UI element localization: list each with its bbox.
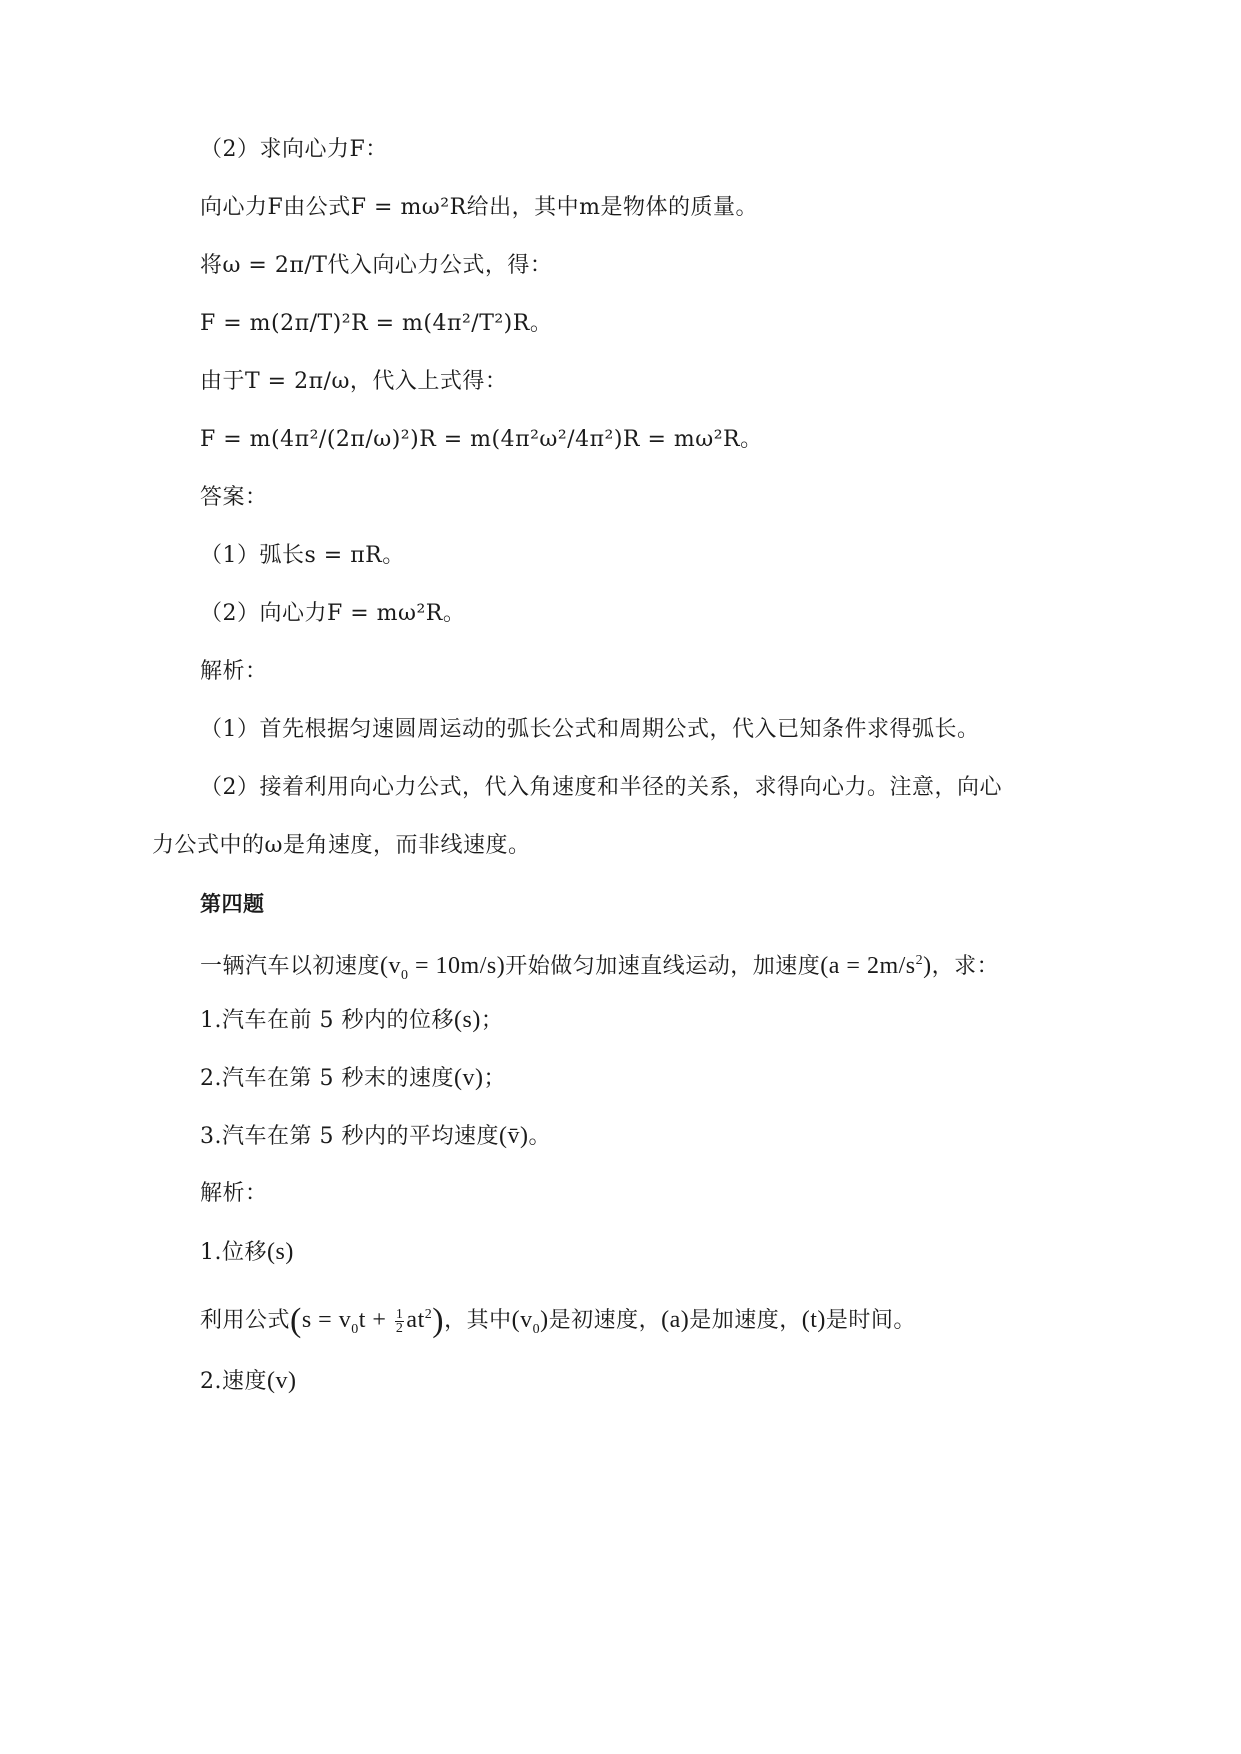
answer-label: 答案： [200, 485, 268, 510]
displacement-formula: ($s = v_0t$ + $\frac{1}{2}$ $at^2$) [290, 1302, 445, 1339]
answer-item: （1）弧长s = πR。 [200, 543, 405, 568]
symbol-a: (a) [661, 1307, 690, 1333]
symbol-t: (t) [801, 1307, 826, 1333]
analysis-label: 解析： [200, 659, 268, 684]
symbol-v: (v) [453, 1065, 484, 1091]
analysis-item-2: 2.速度(v) [200, 1368, 297, 1394]
text-line: （2）求向心力F： [200, 137, 388, 162]
symbol-s: (s) [267, 1239, 294, 1265]
formula-line: F = m(4π²/(2π/ω)²)R = m(4π²ω²/4π²)R = mω²R。 [200, 427, 763, 452]
analysis-item: （1）首先根据匀速圆周运动的弧长公式和周期公式，代入已知条件求得弧长。 [200, 717, 980, 742]
text-line: 将ω = 2π/T代入向心力公式，得： [200, 253, 553, 278]
question-2: 2.汽车在第 5 秒末的速度(v)； [200, 1065, 506, 1091]
intro-mid: 开始做匀加速直线运动，加速度 [505, 954, 821, 979]
intro-suffix: ，求： [931, 954, 1000, 979]
symbol-v0: $(v_0)$ [511, 1307, 549, 1337]
analysis-item-1: 1.位移(s) [200, 1239, 294, 1265]
formula-line: F = m(2π/T)²R = m(4π²/T²)R。 [200, 311, 553, 336]
analysis-label: 解析： [200, 1181, 268, 1206]
symbol-s: (s) [453, 1007, 481, 1033]
formula-explanation: 利用公式($s = v_0t$ + $\frac{1}{2}$ $at^2$)，其中$(v_0)$是初速度，(a)是加速度，(t)是时间。 [200, 1302, 916, 1339]
question-1: 1.汽车在前 5 秒内的位移(s)； [200, 1007, 504, 1033]
analysis-item-continued: 力公式中的ω是角速度，而非线速度。 [152, 833, 531, 858]
a-expression: $(a = 2m/s^2)$ [820, 953, 932, 979]
symbol-v: (v) [267, 1368, 297, 1394]
question-3: 3.汽车在第 5 秒内的平均速度(v̄)。 [200, 1123, 551, 1149]
text-line: 由于T = 2π/ω，代入上式得： [200, 369, 508, 394]
intro-prefix: 一辆汽车以初速度 [200, 954, 381, 979]
fraction-half: $\frac{1}{2}$ [395, 1306, 404, 1336]
v0-expression: $(v_0 = 10m/s)$ [380, 953, 506, 983]
section-title: 第四题 [200, 892, 265, 916]
answer-item: （2）向心力F = mω²R。 [200, 601, 466, 626]
text-line: 向心力F由公式F = mω²R给出，其中m是物体的质量。 [200, 195, 758, 220]
symbol-v-bar: (v̄) [498, 1123, 529, 1149]
analysis-item: （2）接着利用向心力公式，代入角速度和半径的关系，求得向心力。注意，向心 [200, 775, 1002, 800]
problem-intro [200, 946, 999, 991]
